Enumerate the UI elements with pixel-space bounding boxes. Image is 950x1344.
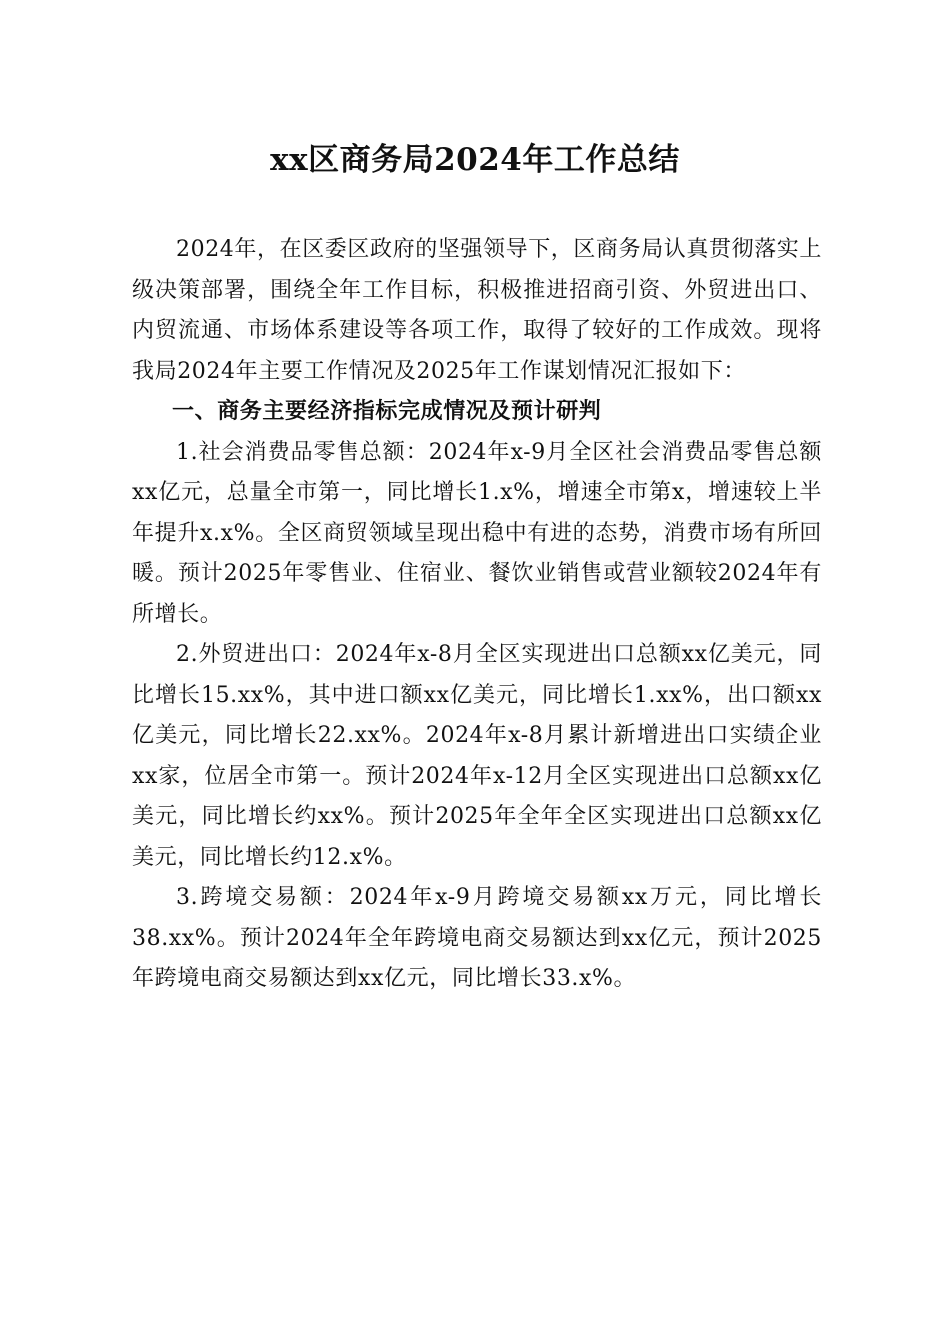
paragraph-retail-sales: 1.社会消费品零售总额：2024年x-9月全区社会消费品零售总额xx亿元，总量全市第一，同比增长1.x%，增速全市第x，增速较上半年提升x.x%。全区商贸领域呈现出稳中有进的态势，消费市场有所回暖。预计2025年零售业、住宿业、餐饮业销售或营业额较2024年有所增长。 (132, 439, 822, 627)
paragraph-cross-border: 3.跨境交易额：2024年x-9月跨境交易额xx万元，同比增长38.xx%。预计2024年全年跨境电商交易额达到xx亿元，预计2025年跨境电商交易额达到xx亿元，同比增长33.x%。 (132, 885, 822, 991)
intro-paragraph: 2024年，在区委区政府的坚强领导下，区商务局认真贯彻落实上级决策部署，围绕全年工作目标，积极推进招商引资、外贸进出口、内贸流通、市场体系建设等各项工作，取得了较好的工作成效。现将我局2024年主要工作情况及2025年工作谋划情况汇报如下： (132, 237, 822, 384)
section-heading-1: 一、商务主要经济指标完成情况及预计研判 (172, 399, 602, 424)
document-body (132, 230, 822, 1000)
paragraph-foreign-trade: 2.外贸进出口：2024年x-8月全区实现进出口总额xx亿美元，同比增长15.xx%，其中进口额xx亿美元，同比增长1.xx%，出口额xx亿美元，同比增长22.xx%。2024年x-8月累计新增进出口实绩企业xx家，位居全市第一。预计2024年x-12月全区实现进出口总额xx亿美元，同比增长约xx%。预计2025年全年全区实现进出口总额xx亿美元，同比增长约12.x%。 (132, 642, 822, 870)
document-title: xx区商务局2024年工作总结 (270, 142, 680, 178)
